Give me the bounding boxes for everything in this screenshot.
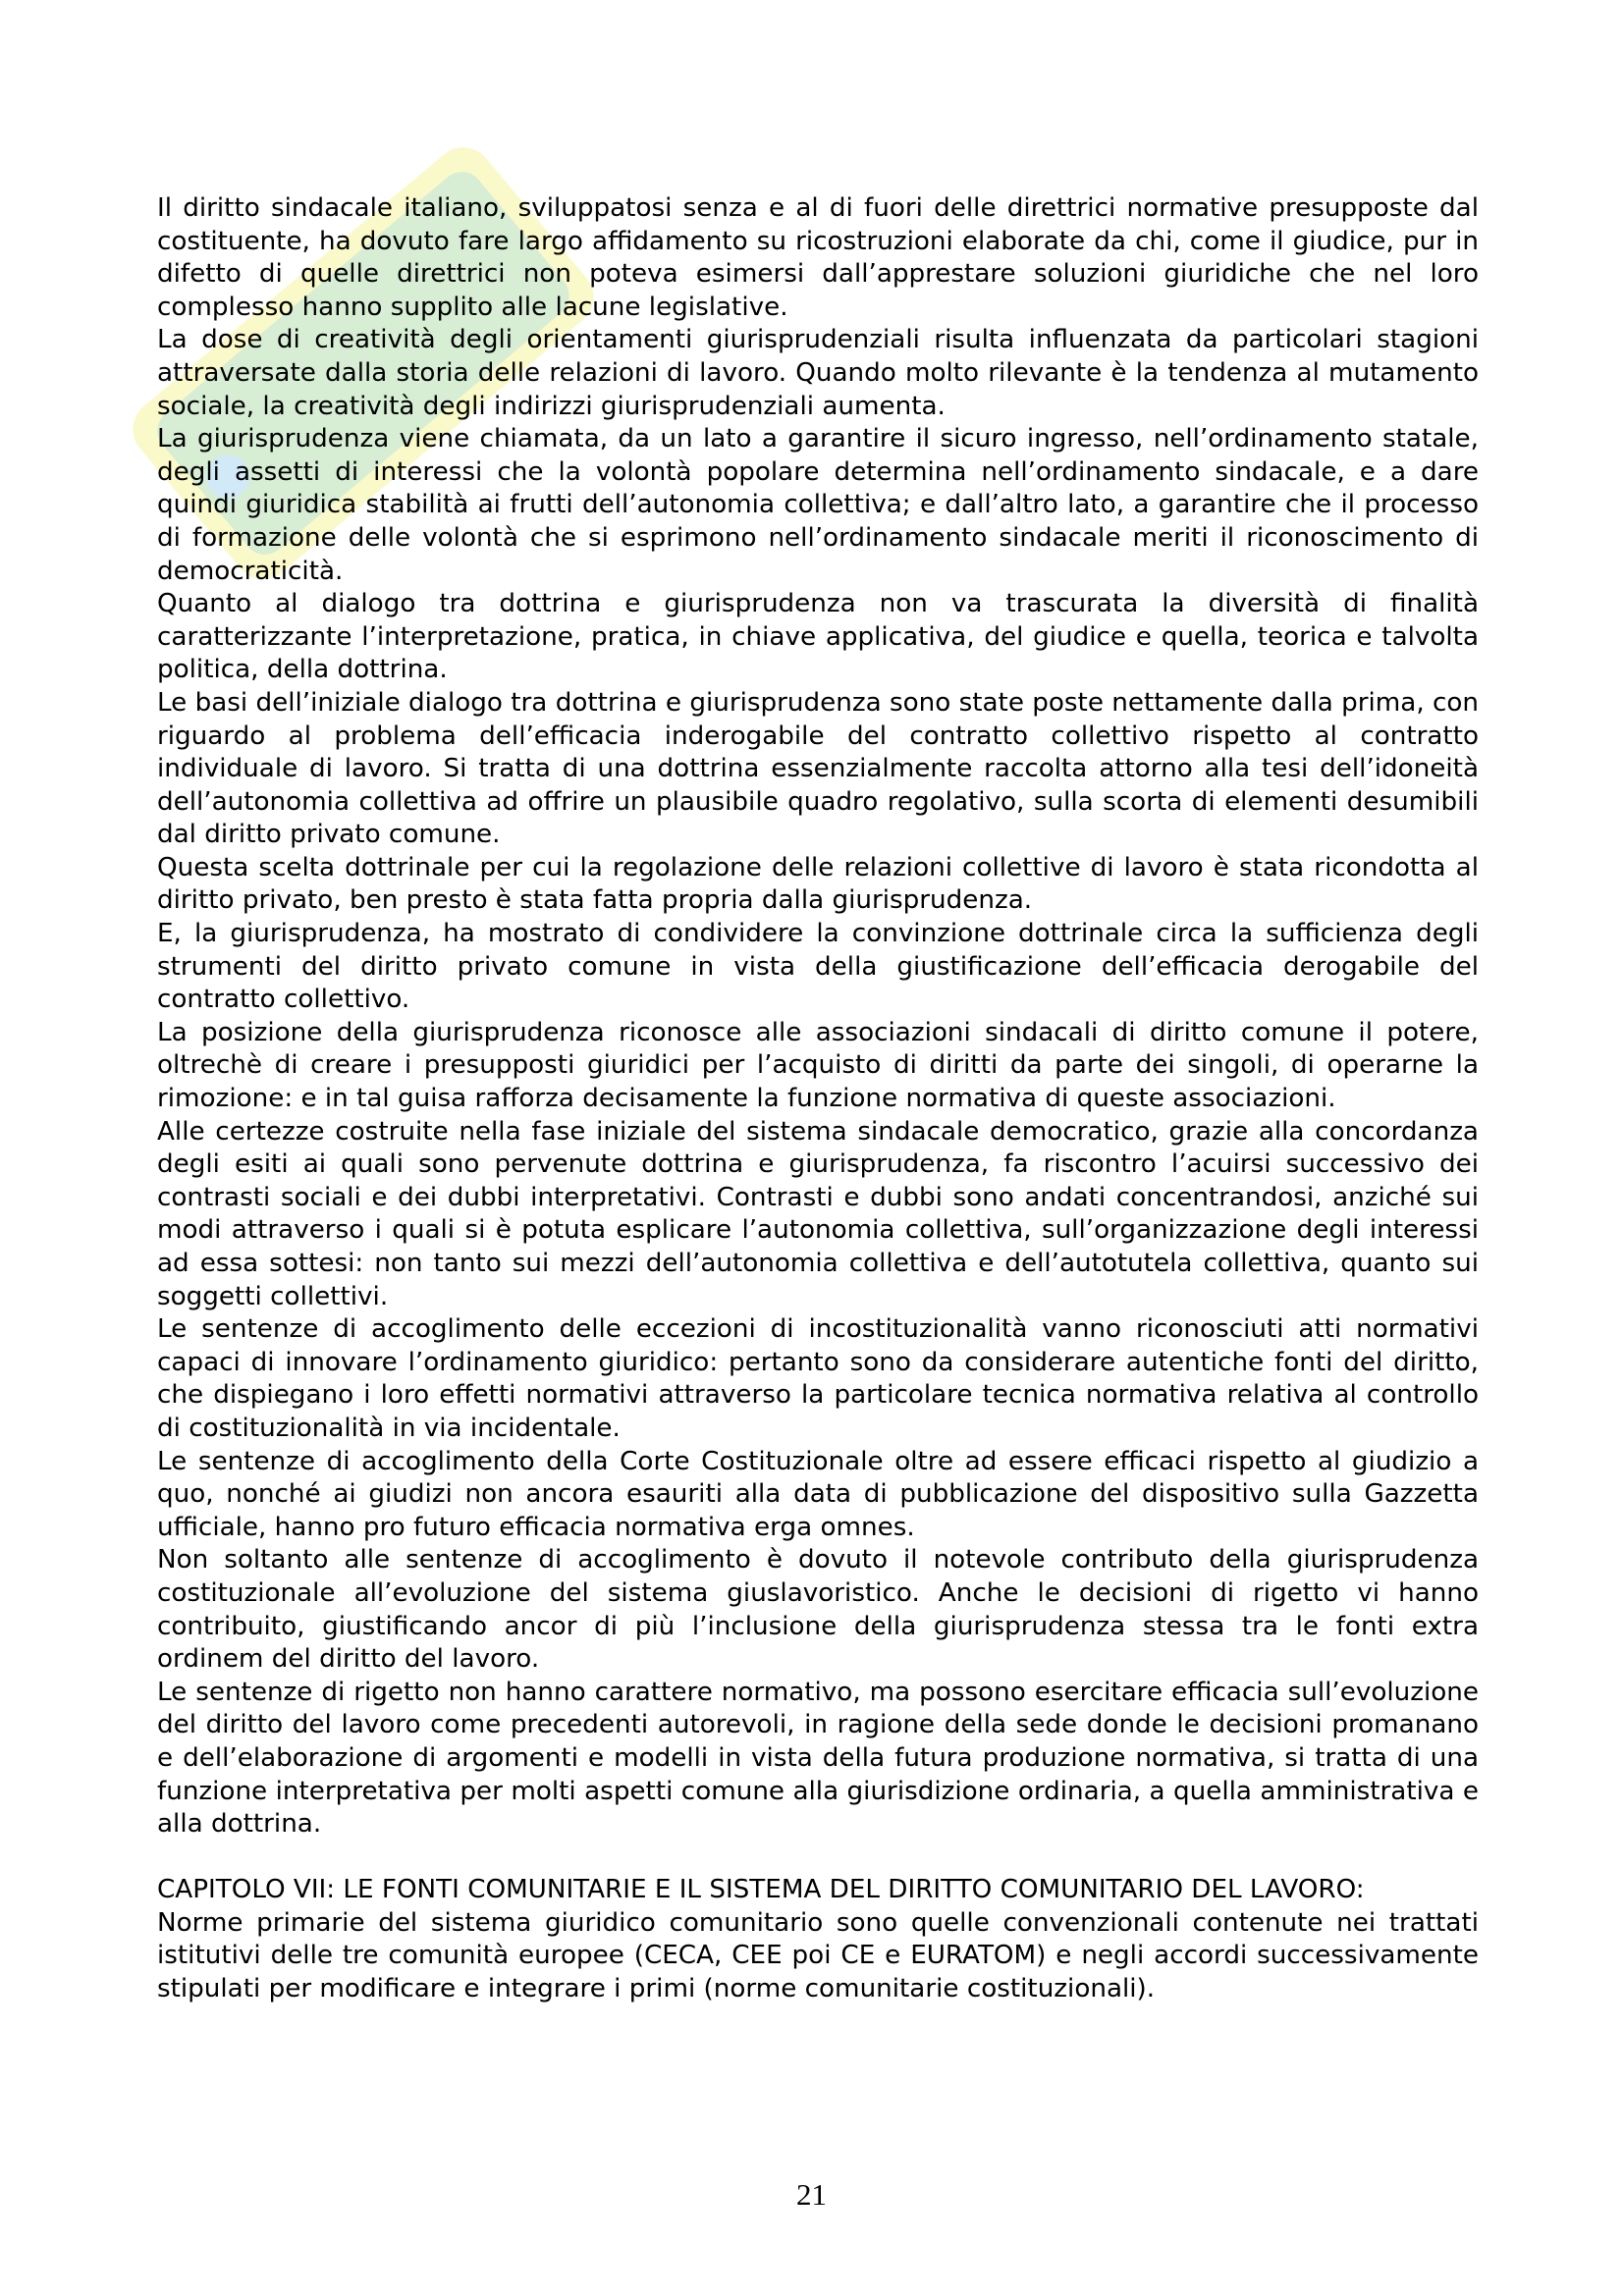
paragraph-13: Le sentenze di rigetto non hanno carattere normativo, ma possono esercitare efficacia sull’evoluzione del diritto del lavoro come precedenti autorevoli, in ragione della sede donde le decisioni promanano e dell’elaborazione di argomenti e modelli in vista della futura produzione normativa, si tratta di una funzione interpretativa per molti aspetti comune alla giurisdizione ordinaria, a quella amministrativa e alla dottrina.	[157, 1677, 1479, 1840]
chapter-paragraph-1: Norme primarie del sistema giuridico comunitario sono quelle convenzionali contenute nei trattati istitutivi delle tre comunità europee (CECA, CEE poi CE e EURATOM) e negli accordi successivamente stipulati per modificare e integrare i primi (norme comunitarie costituzionali).	[157, 1907, 1479, 2004]
paragraph-3: La giurisprudenza viene chiamata, da un lato a garantire il sicuro ingresso, nell’ordinamento statale, degli assetti di interessi che la volontà popolare determina nell’ordinamento sindacale, e a dare quindi giuridica stabilità ai frutti dell’autonomia collettiva; e dall’altro lato, a garantire che il processo di formazione delle volontà che si esprimono nell’ordinamento sindacale meriti il riconoscimento di democraticità.	[157, 424, 1479, 586]
paragraph-2: La dose di creatività degli orientamenti giurisprudenziali risulta influenzata da particolari stagioni attraversate dalla storia delle relazioni di lavoro. Quando molto rilevante è la tendenza al mutamento sociale, la creatività degli indirizzi giurisprudenziali aumenta.	[157, 325, 1479, 421]
paragraph-12: Non soltanto alle sentenze di accoglimento è dovuto il notevole contributo della giurisprudenza costituzionale all’evoluzione del sistema giuslavoristico. Anche le decisioni di rigetto vi hanno contribuito, giustificando ancor di più l’inclusione della giurisprudenza stessa tra le fonti extra ordinem del diritto del lavoro.	[157, 1545, 1479, 1675]
paragraph-7: E, la giurisprudenza, ha mostrato di condividere la convinzione dottrinale circa la sufficienza degli strumenti del diritto privato comune in vista della giustificazione dell’efficacia derogabile del contratto collettivo.	[157, 919, 1479, 1015]
paragraph-4: Quanto al dialogo tra dottrina e giurisprudenza non va trascurata la diversità di finalità caratterizzante l’interpretazione, pratica, in chiave applicativa, del giudice e quella, teorica e talvolta politica, della dottrina.	[157, 589, 1479, 685]
paragraph-6: Questa scelta dottrinale per cui la regolazione delle relazioni collettive di lavoro è stata ricondotta al diritto privato, ben presto è stata fatta propria dalla giurisprudenza.	[157, 852, 1479, 916]
paragraph-11: Le sentenze di accoglimento della Corte Costituzionale oltre ad essere efficaci rispetto al giudizio a quo, nonché ai giudizi non ancora esauriti alla data di pubblicazione del dispositivo sulla Gazzetta ufficiale, hanno pro futuro efficacia normativa erga omnes.	[157, 1446, 1479, 1542]
paragraph-9: Alle certezze costruite nella fase iniziale del sistema sindacale democratico, grazie alla concordanza degli esiti ai quali sono pervenute dottrina e giurisprudenza, fa riscontro l’acuirsi successivo dei contrasti sociali e dei dubbi interpretativi. Contrasti e dubbi sono andati concentrandosi, anziché sui modi attraverso i quali si è potuta esplicare l’autonomia collettiva, sull’organizzazione degli interessi ad essa sottesi: non tanto sui mezzi dell’autonomia collettiva e dell’autotutela collettiva, quanto sui soggetti collettivi.	[157, 1116, 1479, 1311]
paragraph-1: Il diritto sindacale italiano, sviluppatosi senza e al di fuori delle direttrici normative presupposte dal costituente, ha dovuto fare largo affidamento su ricostruzioni elaborate da chi, come il giudice, pur in difetto di quelle direttrici non poteva esimersi dall’apprestare soluzioni giuridiche che nel loro complesso hanno supplito alle lacune legislative.	[157, 193, 1479, 322]
page-number: 21	[796, 2177, 827, 2212]
paragraph-8: La posizione della giurisprudenza riconosce alle associazioni sindacali di diritto comune il potere, oltrechè di creare i presupposti giuridici per l’acquisto di diritti da parte dei singoli, di operarne la rimozione: e in tal guisa rafforza decisamente la funzione normativa di queste associazioni.	[157, 1017, 1479, 1114]
chapter-title: CAPITOLO VII: LE FONTI COMUNITARIE E IL SISTEMA DEL DIRITTO COMUNITARIO DEL LAVORO:	[157, 1875, 1365, 1905]
paragraph-10: Le sentenze di accoglimento delle eccezioni di incostituzionalità vanno riconosciuti atti normativi capaci di innovare l’ordinamento giuridico: pertanto sono da considerare autentiche fonti del diritto, che dispiegano i loro effetti normativi attraverso la particolare tecnica normativa relativa al controllo di costituzionalità in via incidentale.	[157, 1314, 1479, 1443]
document-body	[157, 192, 1479, 2006]
paragraph-5: Le basi dell’iniziale dialogo tra dottrina e giurisprudenza sono state poste nettamente dalla prima, con riguardo al problema dell’efficacia inderogabile del contratto collettivo rispetto al contratto individuale di lavoro. Si tratta di una dottrina essenzialmente raccolta attorno alla tesi dell’idoneità dell’autonomia collettiva ad offrire un plausibile quadro regolativo, sulla scorta di elementi desumibili dal diritto privato comune.	[157, 687, 1479, 850]
